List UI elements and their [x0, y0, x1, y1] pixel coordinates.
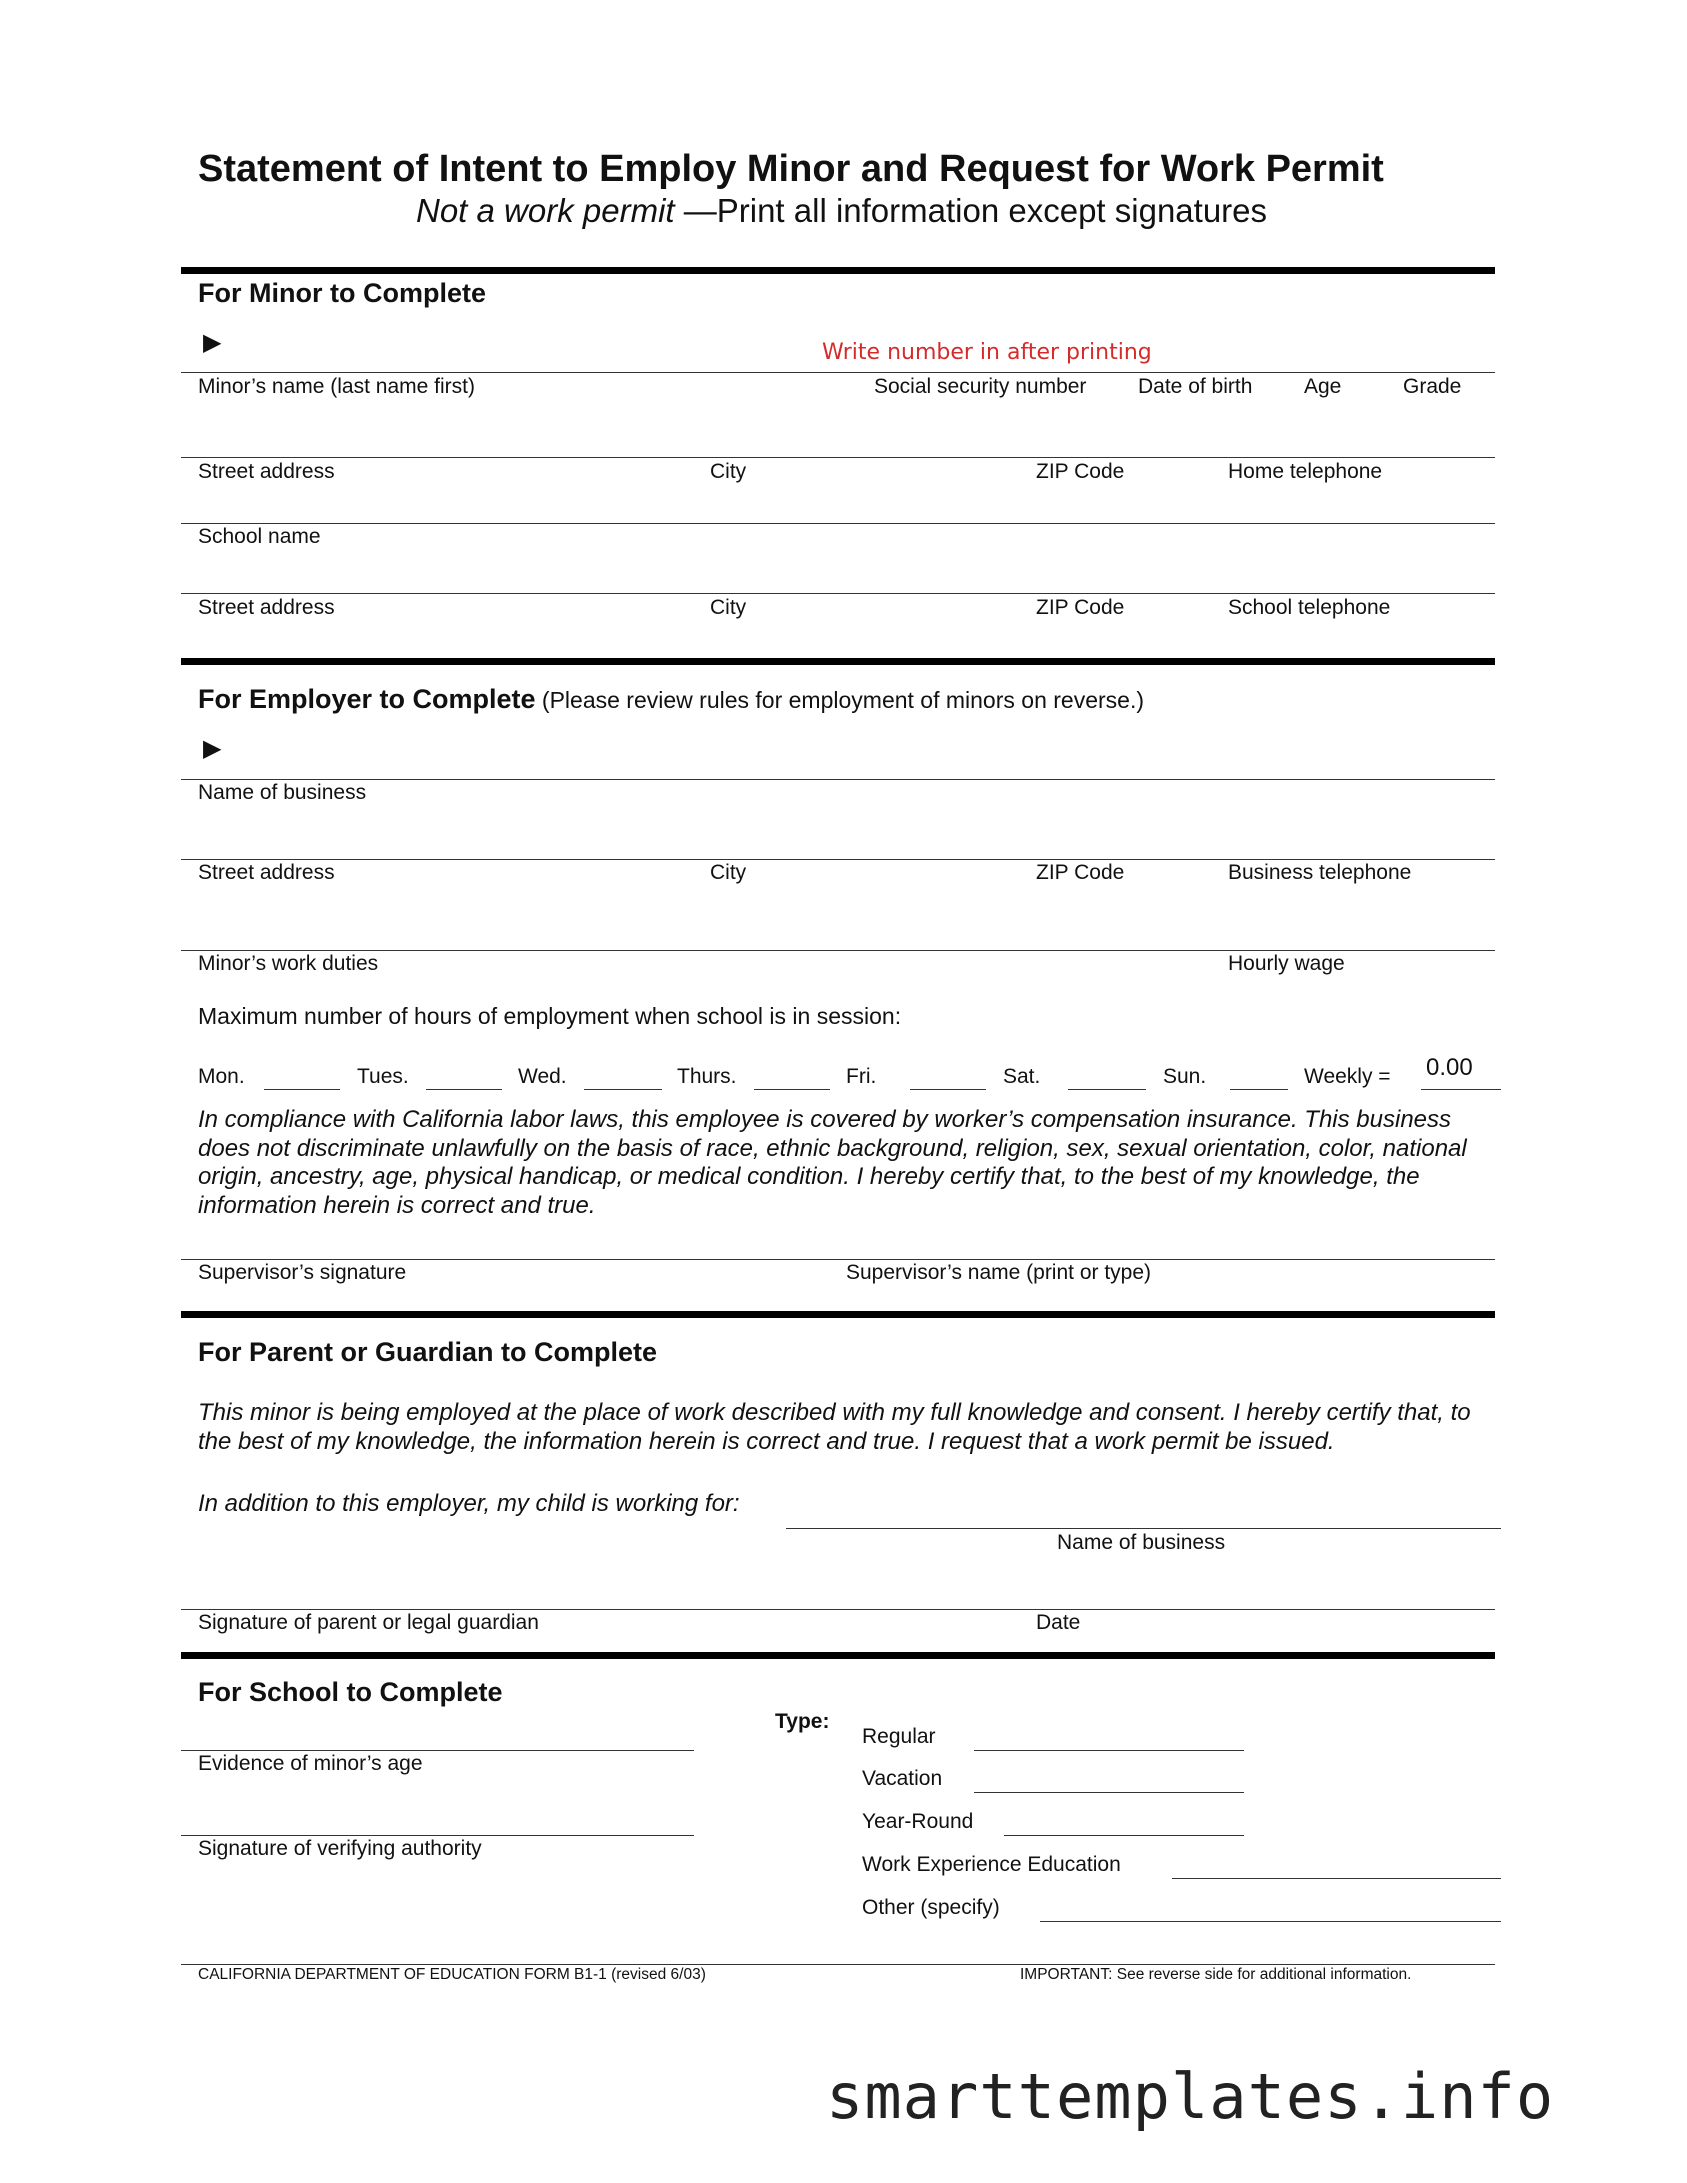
day-sat-label: Sat.: [1003, 1065, 1041, 1088]
minor-city-label: City: [710, 460, 747, 483]
footer-important-note: IMPORTANT: See reverse side for additional information.: [1020, 1966, 1412, 1983]
type-label: Type:: [775, 1710, 830, 1733]
field-line[interactable]: [181, 950, 1495, 951]
section-divider: [181, 267, 1495, 274]
employer-heading-note: (Please review rules for employment of minors on reverse.): [535, 687, 1144, 713]
dob-label: Date of birth: [1138, 375, 1253, 398]
employer-heading-text: For Employer to Complete: [198, 684, 536, 714]
verifying-input[interactable]: [181, 1835, 694, 1836]
other-business-label: Name of business: [1057, 1531, 1226, 1554]
day-sun-label: Sun.: [1163, 1065, 1207, 1088]
hours-sat-input[interactable]: [1068, 1089, 1146, 1090]
home-phone-label: Home telephone: [1228, 460, 1383, 483]
field-line[interactable]: [181, 1609, 1495, 1610]
parent-section-heading: For Parent or Guardian to Complete: [198, 1337, 658, 1367]
field-line[interactable]: [181, 1259, 1495, 1260]
type-yearround-label: Year-Round: [862, 1810, 974, 1833]
day-fri-label: Fri.: [846, 1065, 877, 1088]
grade-label: Grade: [1403, 375, 1462, 398]
footer-form-id: CALIFORNIA DEPARTMENT OF EDUCATION FORM B1-1 (revised 6/03): [198, 1966, 706, 1983]
section-divider: [181, 1652, 1495, 1659]
type-other-input[interactable]: [1040, 1921, 1501, 1922]
school-zip-label: ZIP Code: [1036, 596, 1125, 619]
school-name-label: School name: [198, 525, 321, 548]
hours-mon-input[interactable]: [264, 1089, 340, 1090]
minor-name-label: Minor’s name (last name first): [198, 375, 475, 398]
hours-heading: Maximum number of hours of employment when school is in session:: [198, 1003, 902, 1029]
subtitle-rest: —Print all information except signatures: [674, 192, 1268, 229]
minor-section-heading: For Minor to Complete: [198, 278, 486, 308]
ssn-red-note: Write number in after printing: [822, 340, 1152, 365]
school-city-label: City: [710, 596, 747, 619]
day-thurs-label: Thurs.: [677, 1065, 737, 1088]
type-yearround-input[interactable]: [1004, 1835, 1244, 1836]
minor-zip-label: ZIP Code: [1036, 460, 1125, 483]
hours-thurs-input[interactable]: [754, 1089, 830, 1090]
arrow-icon: ▶: [203, 735, 222, 762]
business-zip-label: ZIP Code: [1036, 861, 1125, 884]
consent-statement: This minor is being employed at the place of work described with my full knowledge and consent. I hereby certify that, to the best of my knowledge, the information herein is correct and true. I request that a work permit be issued.: [198, 1399, 1471, 1455]
evidence-label: Evidence of minor’s age: [198, 1752, 423, 1775]
field-line[interactable]: [181, 779, 1495, 780]
field-line[interactable]: [181, 372, 1495, 373]
school-section-heading: For School to Complete: [198, 1677, 503, 1707]
supervisor-signature-label: Supervisor’s signature: [198, 1261, 407, 1284]
weekly-total-value: 0.00: [1426, 1054, 1473, 1081]
business-city-label: City: [710, 861, 747, 884]
hours-tues-input[interactable]: [426, 1089, 502, 1090]
hours-fri-input[interactable]: [910, 1089, 986, 1090]
ssn-label: Social security number: [874, 375, 1087, 398]
day-tues-label: Tues.: [357, 1065, 409, 1088]
business-street-label: Street address: [198, 861, 335, 884]
work-duties-label: Minor’s work duties: [198, 952, 379, 975]
hourly-wage-label: Hourly wage: [1228, 952, 1345, 975]
type-vacation-input[interactable]: [974, 1792, 1244, 1793]
school-street-label: Street address: [198, 596, 335, 619]
section-divider: [181, 658, 1495, 665]
type-regular-input[interactable]: [974, 1750, 1244, 1751]
weekly-label: Weekly =: [1304, 1065, 1391, 1088]
type-wee-input[interactable]: [1172, 1878, 1501, 1879]
day-wed-label: Wed.: [518, 1065, 567, 1088]
parent-signature-label: Signature of parent or legal guardian: [198, 1611, 539, 1634]
employer-section-heading: [198, 684, 1144, 715]
type-wee-label: Work Experience Education: [862, 1853, 1121, 1876]
form-title: Statement of Intent to Employ Minor and Request for Work Permit: [198, 148, 1384, 190]
evidence-input[interactable]: [181, 1750, 694, 1751]
business-name-label: Name of business: [198, 781, 367, 804]
other-business-input[interactable]: [786, 1528, 1501, 1529]
age-label: Age: [1304, 375, 1342, 398]
field-line[interactable]: [181, 457, 1495, 458]
type-other-label: Other (specify): [862, 1896, 1000, 1919]
footer-rule: [181, 1964, 1495, 1965]
watermark: smarttemplates.info: [826, 2060, 1555, 2133]
parent-date-label: Date: [1036, 1611, 1081, 1634]
additional-employer-text: In addition to this employer, my child is working for:: [198, 1490, 740, 1517]
day-mon-label: Mon.: [198, 1065, 245, 1088]
field-line[interactable]: [181, 859, 1495, 860]
subtitle-italic: Not a work permit: [416, 192, 675, 229]
business-phone-label: Business telephone: [1228, 861, 1412, 884]
verifying-label: Signature of verifying authority: [198, 1837, 482, 1860]
type-regular-label: Regular: [862, 1725, 936, 1748]
minor-street-label: Street address: [198, 460, 335, 483]
field-line[interactable]: [181, 523, 1495, 524]
type-vacation-label: Vacation: [862, 1767, 943, 1790]
compliance-statement: In compliance with California labor laws, this employee is covered by worker’s compensation insurance. This business does not discriminate unlawfully on the basis of race, ethnic background, religion, sex, sexual orientation, color, national origin, ancestry, age, physical handicap, or medical condition. I hereby certify that, to the best of my knowledge, the information herein is correct and true.: [198, 1106, 1467, 1219]
weekly-total-field[interactable]: [1421, 1089, 1501, 1090]
hours-sun-input[interactable]: [1230, 1089, 1288, 1090]
hours-wed-input[interactable]: [584, 1089, 662, 1090]
section-divider: [181, 1311, 1495, 1318]
arrow-icon: ▶: [203, 329, 222, 356]
supervisor-name-label: Supervisor’s name (print or type): [846, 1261, 1152, 1284]
school-phone-label: School telephone: [1228, 596, 1391, 619]
field-line[interactable]: [181, 593, 1495, 594]
